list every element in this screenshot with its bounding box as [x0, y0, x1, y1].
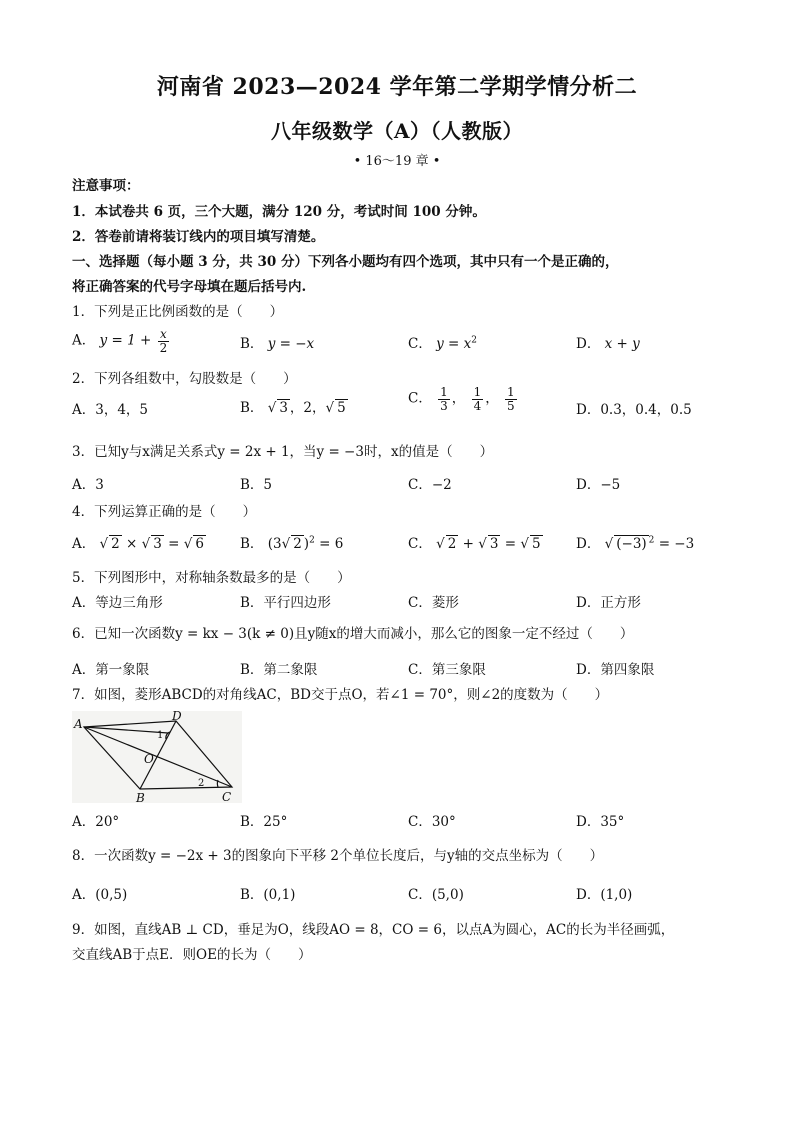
question-4-stem: 4．下列运算正确的是（ ）: [72, 504, 257, 520]
exam-subtitle: 八年级数学（A）（人教版）: [270, 119, 524, 143]
section1-line1: 一、选择题（每小题 3 分，共 30 分）下列各小题均有四个选项，其中只有一个是正确的，: [72, 254, 619, 270]
q2-option-b: B． √ 3 ，2，√ 5: [240, 400, 346, 416]
q3-option-a: A．3: [72, 477, 104, 493]
question-3-stem: 3．已知y与x满足关系式y = 2x + 1，当y = −3时，x的值是（ ）: [72, 444, 494, 460]
q3-option-b: B．5: [240, 477, 273, 493]
q5-option-b: B．平行四边形: [240, 595, 331, 611]
question-7-stem: 7．如图，菱形ABCD的对角线AC，BD交于点O，若∠1 = 70°，则∠2的度数为（ ）: [72, 687, 609, 703]
q4-option-b: B． (3√ 2 )$^2$ = 6: [240, 535, 344, 552]
label-a: A: [74, 717, 83, 731]
q8-option-b: B．(0,1): [240, 887, 296, 903]
q1-fraction: $\frac{x}{2}$: [159, 327, 168, 355]
question-1-stem: 1．下列是正比例函数的是（ ）: [72, 304, 284, 320]
q1-option-c: C． $y = x^2$: [408, 335, 478, 352]
q6-option-b: B．第二象限: [240, 662, 318, 678]
chapter-range: • 16～19 章 •: [353, 154, 441, 169]
q2-option-c: C． $\frac{1}{3}$ ， $\frac{1}{4}$ ， $\frac{1}{5}$: [408, 385, 515, 413]
question-9-stem-line2: 交直线AB于点E．则OE的长为（ ）: [72, 947, 312, 963]
q8-option-c: C．(5,0): [408, 887, 464, 903]
q5-option-a: A．等边三角形: [72, 595, 163, 611]
q1-option-b: B． y = −x: [240, 336, 315, 352]
question-5-stem: 5．下列图形中，对称轴条数最多的是（ ）: [72, 570, 351, 586]
question-9-stem-line1: 9．如图，直线AB ⊥ CD，垂足为O，线段AO = 8，CO = 6，以点A为圆心，AC的长为半径画弧，: [72, 922, 675, 938]
angle-2-arc: [217, 780, 218, 787]
question-8-stem: 8．一次函数y = −2x + 3的图象向下平移 2个单位长度后，与y轴的交点坐标为（ ）: [72, 848, 604, 864]
label-d: D: [172, 711, 182, 723]
exam-title: 河南省 2023—2024 学年第二学期学情分析二: [156, 74, 638, 100]
label-b: B: [136, 791, 145, 803]
label-o: O: [144, 752, 154, 766]
label-angle-1: 1: [157, 730, 164, 741]
q6-option-a: A．第一象限: [72, 662, 150, 678]
q8-option-a: A．(0,5): [72, 887, 128, 903]
rhombus-figure: [72, 711, 242, 803]
q3-option-d: D．−5: [576, 477, 621, 493]
q4-option-a: A． √ 2 × √ 3 = √ 6: [72, 536, 204, 552]
label-c: C: [222, 790, 232, 803]
q7-option-b: B．25°: [240, 814, 288, 830]
q4-option-c: C． √ 2 + √ 3 = √ 5: [408, 536, 541, 552]
question-6-stem: 6．已知一次函数y = kx − 3(k ≠ 0)且y随x的增大而减小，那么它的图象一定不经过（ ）: [72, 626, 634, 642]
question-2-stem: 2．下列各组数中，勾股数是（ ）: [72, 371, 297, 387]
note-item-1: 1．本试卷共 6 页，三个大题，满分 120 分，考试时间 100 分钟。: [72, 204, 486, 220]
q1-option-a: A． y = 1 + $\frac{x}{2}$: [72, 327, 168, 355]
q2-option-d: D．0.3，0.4，0.5: [576, 402, 692, 418]
q7-option-a: A．20°: [72, 814, 120, 830]
q6-option-c: C．第三象限: [408, 662, 486, 678]
rhombus-diagram: [72, 711, 242, 803]
q6-option-d: D．第四象限: [576, 662, 655, 678]
section1-line2: 将正确答案的代号字母填在题后括号内.: [72, 279, 307, 295]
q5-option-d: D．正方形: [576, 595, 641, 611]
q8-option-d: D．(1,0): [576, 887, 633, 903]
q2-option-a: A．3，4，5: [72, 402, 149, 418]
q7-option-d: D．35°: [576, 814, 625, 830]
q4-option-d: D． √ (−3) $^2$ = −3: [576, 535, 695, 552]
q5-option-c: C．菱形: [408, 595, 459, 611]
note-item-2: 2．答卷前请将装订线内的项目填写清楚。: [72, 229, 325, 245]
label-angle-2: 2: [198, 778, 205, 789]
q1-option-d: D． x + y: [576, 336, 640, 352]
q3-option-c: C．−2: [408, 477, 452, 493]
q7-option-c: C．30°: [408, 814, 456, 830]
notes-heading: 注意事项：: [72, 178, 140, 194]
